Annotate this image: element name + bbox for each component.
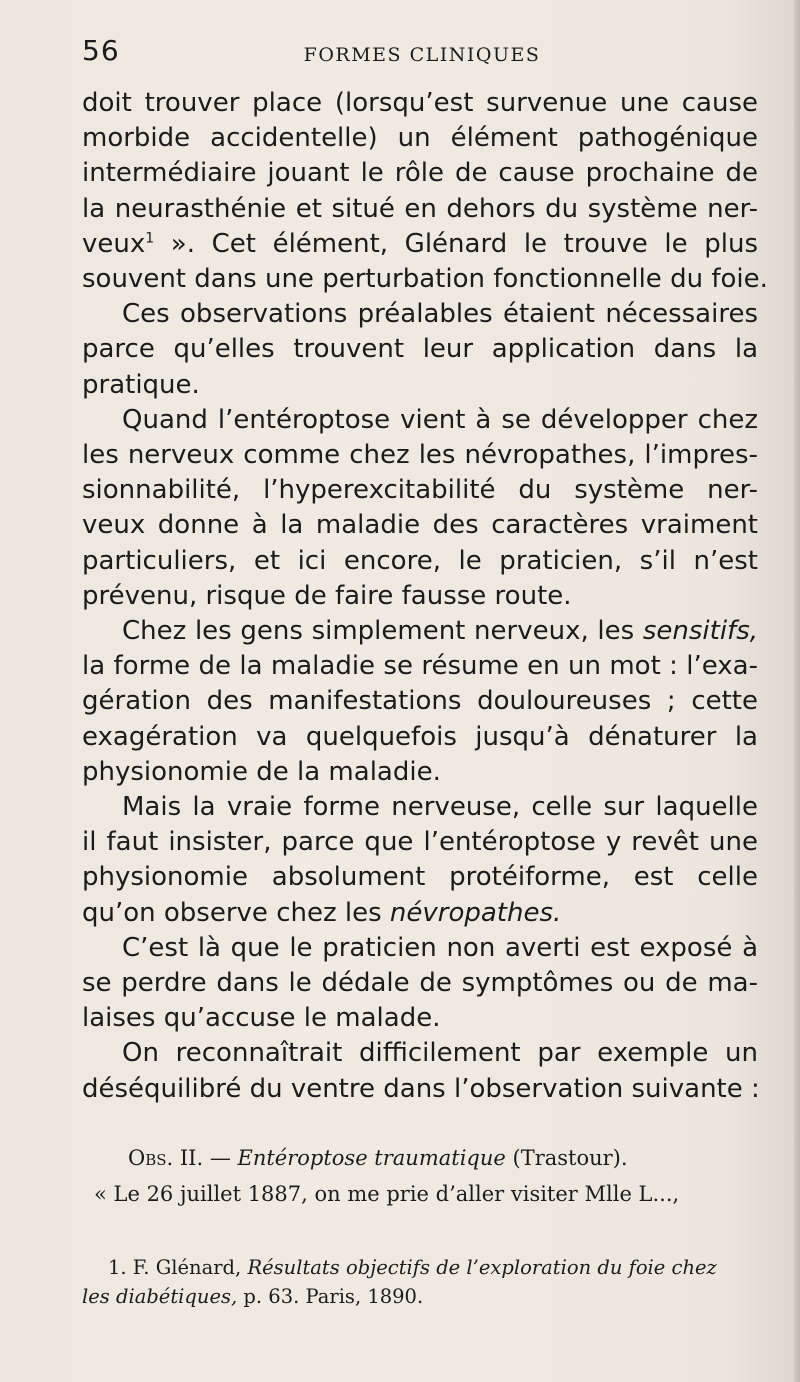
text-line: intermédiaire jouant le rôle de cause prochaine de xyxy=(82,158,758,189)
footnote-work-cont: les diabétiques, xyxy=(82,1285,238,1308)
text-line: Ces observations préalables étaient nécessaires xyxy=(122,299,758,330)
text-line: doit trouver place (lorsqu’est survenue une cause xyxy=(82,88,758,118)
footnote-marker: 1. F. Glénard, xyxy=(108,1256,248,1279)
text-line: la neurasthénie et situé en dehors du système ner- xyxy=(82,193,758,224)
text-fragment: ». Cet élément, Glénard le trouve le plus xyxy=(154,228,758,259)
text-line: veux donne à la maladie des caractères vraiment xyxy=(82,510,758,541)
text-fragment: Chez les gens simplement nerveux, les xyxy=(122,616,643,647)
observation-dash: — xyxy=(203,1146,238,1170)
page-edge xyxy=(794,0,800,1382)
text-line: morbide accidentelle) un élément pathogénique xyxy=(82,123,758,154)
text-line: la forme de la maladie se résume en un mot : l’exa- xyxy=(82,651,758,682)
text-line: laises qu’accuse le malade. xyxy=(82,1003,441,1034)
text-line: On reconnaîtrait difficilement par exemple un xyxy=(122,1038,758,1069)
footnote-work: Résultats objectifs de l’exploration du foie chez xyxy=(247,1256,717,1279)
text-fragment: veux xyxy=(82,228,146,259)
text-line: physionomie de la maladie. xyxy=(82,756,441,787)
italic-term: névropathes. xyxy=(389,897,562,928)
footnote-line xyxy=(82,1282,758,1311)
text-line: C’est là que le praticien non averti est exposé à xyxy=(122,932,758,963)
observation-quote: « Le 26 juillet 1887, on me prie d’aller visiter Mlle L..., xyxy=(94,1182,680,1206)
text-line: exagération va quelquefois jusqu’à dénaturer la xyxy=(82,721,758,752)
page-number: 56 xyxy=(82,34,120,67)
text-line: physionomie absolument protéiforme, est celle xyxy=(82,862,758,893)
text-line: sionnabilité, l’hyperexcitabilité du système ner- xyxy=(82,475,758,506)
text-fragment: qu’on observe chez les xyxy=(82,897,390,928)
italic-term: sensitifs, xyxy=(642,616,758,647)
body-text xyxy=(82,86,768,1107)
text-line xyxy=(82,227,758,262)
observation-block xyxy=(82,1140,758,1212)
text-line: pratique. xyxy=(82,369,200,400)
running-title: FORMES CLINIQUES xyxy=(303,44,541,66)
text-line: souvent dans une perturbation fonctionnelle du foie. xyxy=(82,264,768,295)
text-line: déséquilibré du ventre dans l’observation suivante : xyxy=(82,1073,760,1104)
text-line: parce qu’elles trouvent leur application dans la xyxy=(82,334,758,365)
text-line: il faut insister, parce que l’entéroptose y revêt une xyxy=(82,827,758,858)
observation-author: (Trastour). xyxy=(505,1146,628,1170)
footnote-citation: p. 63. Paris, 1890. xyxy=(237,1285,424,1308)
text-line: gération des manifestations douloureuses ; cette xyxy=(82,686,758,717)
observation-label: Obs. II. xyxy=(128,1146,204,1170)
text-line: Mais la vraie forme nerveuse, celle sur laquelle xyxy=(122,792,758,823)
text-line xyxy=(82,614,758,649)
text-line: Quand l’entéroptose vient à se développer chez xyxy=(122,404,758,435)
footnote-line xyxy=(82,1253,758,1282)
text-line: les nerveux comme chez les névropathes, l’impres- xyxy=(82,440,758,471)
footnote xyxy=(82,1253,758,1311)
text-line xyxy=(82,896,758,931)
text-line: se perdre dans le dédale de symptômes ou de ma- xyxy=(82,968,758,999)
observation-heading xyxy=(82,1140,758,1176)
footnote-reference: 1 xyxy=(145,230,155,247)
page-header xyxy=(82,34,762,74)
text-line: particuliers, et ici encore, le praticien, s’il n’est xyxy=(82,545,758,576)
observation-title: Entéroptose traumatique xyxy=(237,1146,506,1170)
text-line: prévenu, risque de faire fausse route. xyxy=(82,580,572,611)
